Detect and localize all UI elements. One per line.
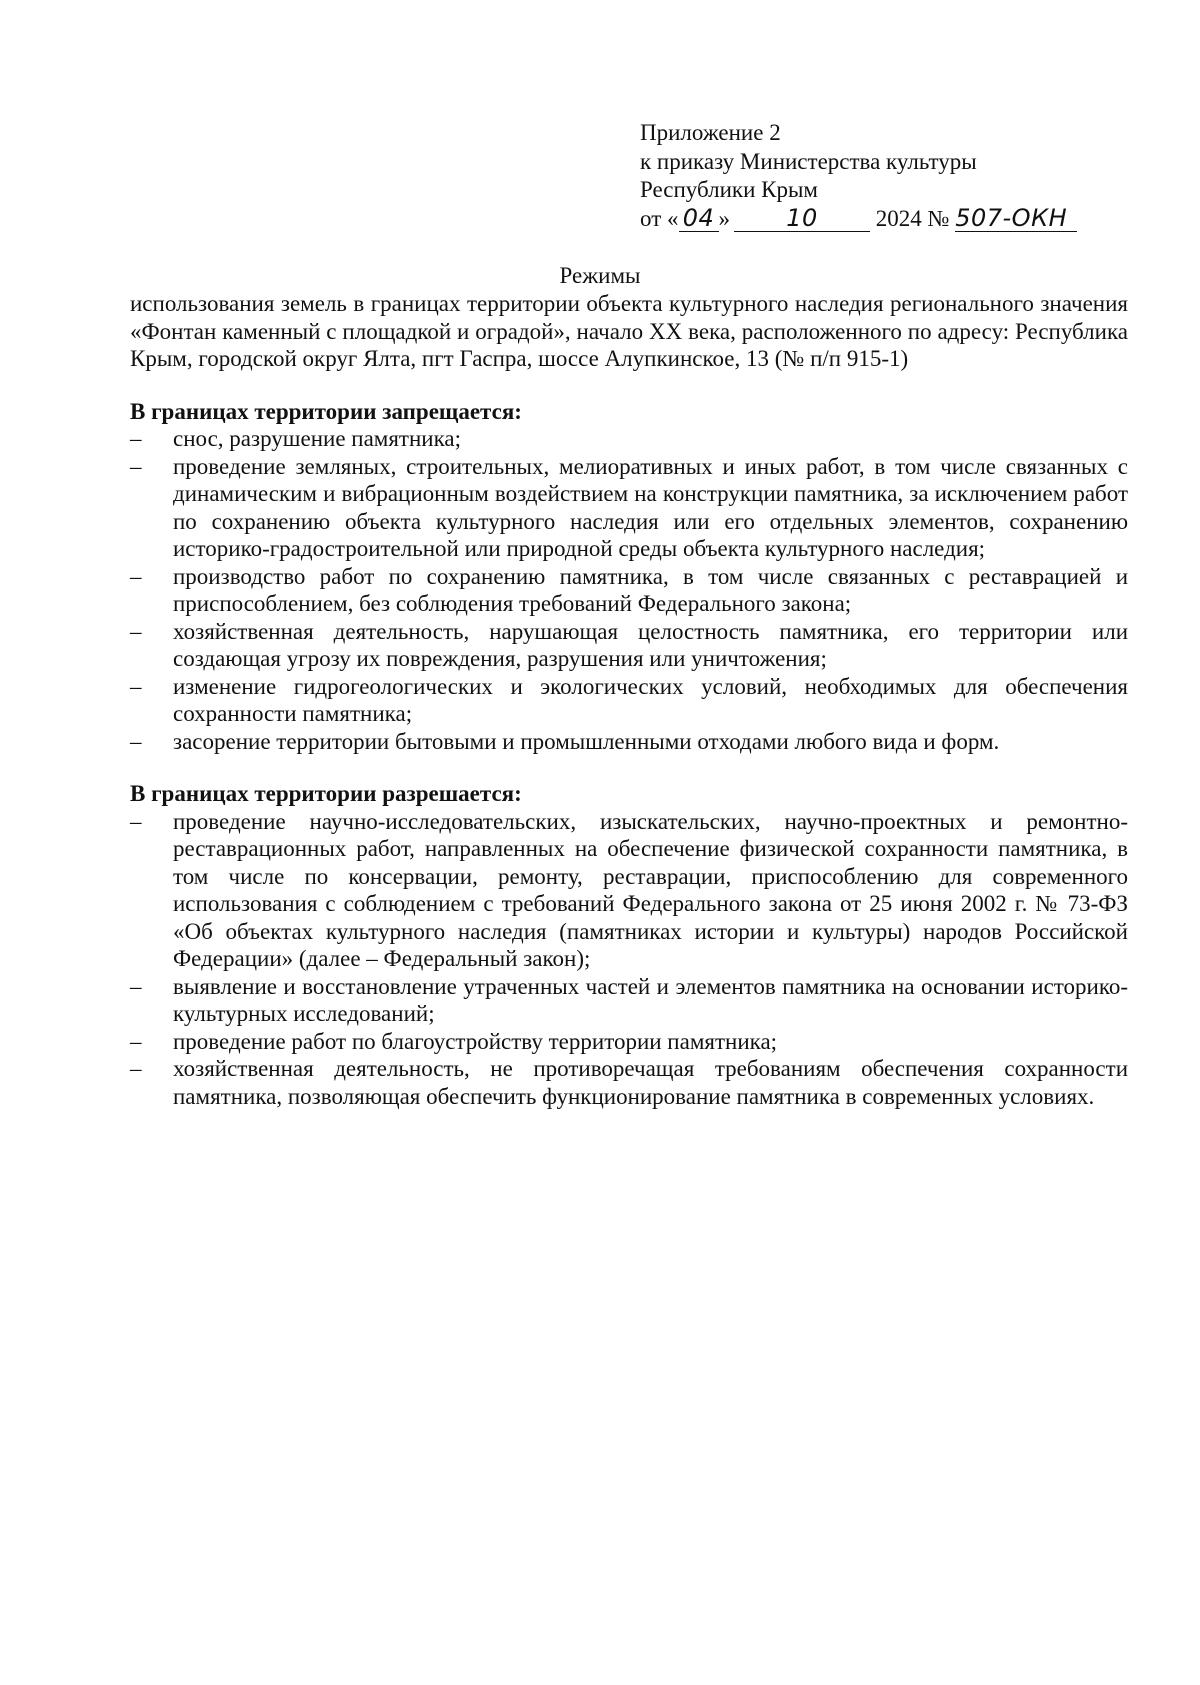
list-item-text: проведение работ по благоустройству территории памятника; bbox=[173, 1028, 778, 1054]
list-item-text: проведение научно-исследовательских, изыскательских, научно-проектных и ремонтно-реставрационных работ, направленных на обеспечение физической сохранности памятника, в том числе по консервации, ремонту, реставрации, приспособлению для современного использования с соблюдением с требований Федерального закона от 25 июня 2002 г. № 73-ФЗ «Об объектах культурного наследия (памятниках истории и культуры) народов Российской Федерации» (далее – Федеральный закон); bbox=[173, 808, 1128, 971]
list-item-text: хозяйственная деятельность, не противоречащая требованиям обеспечения сохранности памятника, позволяющая обеспечить функционирование памятника в современных условиях. bbox=[173, 1056, 1128, 1109]
list-item-text: засорение территории бытовыми и промышленными отходами любого вида и форм. bbox=[173, 728, 1000, 754]
order-number-field bbox=[955, 203, 1077, 232]
bullet-dash: – bbox=[130, 673, 142, 699]
prohibited-list bbox=[130, 425, 1128, 755]
list-item bbox=[130, 728, 1128, 756]
order-number-handwritten: 507-ОКН bbox=[955, 203, 1068, 232]
approval-header bbox=[640, 119, 1100, 235]
list-item bbox=[130, 1055, 1128, 1110]
bullet-dash: – bbox=[130, 728, 142, 754]
list-item bbox=[130, 618, 1128, 673]
bullet-dash: – bbox=[130, 1028, 142, 1054]
list-item bbox=[130, 453, 1128, 563]
document-title: Режимы bbox=[559, 263, 641, 288]
bullet-dash: – bbox=[130, 808, 142, 834]
list-item bbox=[130, 808, 1128, 973]
allowed-heading: В границах территории разрешается: bbox=[130, 781, 522, 806]
date-month-handwritten: 10 bbox=[786, 203, 818, 232]
list-item-text: проведение земляных, строительных, мелиоративных и иных работ, в том числе связанных с динамическим и вибрационным воздействием на конструкции памятника, за исключением работ по сохранению объекта культурного наследия или его отдельных элементов, сохранению историко-градостроительной или природной среды объекта культурного наследия; bbox=[173, 453, 1128, 561]
allowed-section bbox=[130, 780, 1128, 1110]
order-reference: к приказу Министерства культуры bbox=[640, 148, 977, 174]
date-quote-close: » bbox=[718, 205, 730, 231]
document-subject: использования земель в границах территории объекта культурного наследия регионального значения «Фонтан каменный с площадкой и оградой», начало XX века, расположенного по адресу: Республика Крым, городской округ Ялта, пгт Гаспра, шоссе Алупкинское, 13 (№ п/п 915-1) bbox=[130, 291, 1128, 371]
list-item bbox=[130, 425, 1128, 453]
bullet-dash: – bbox=[130, 453, 142, 479]
bullet-dash: – bbox=[130, 973, 142, 999]
list-item-text: выявление и восстановление утраченных частей и элементов памятника на основании историко-культурных исследований; bbox=[173, 973, 1128, 1026]
republic-name: Республики Крым bbox=[640, 177, 818, 202]
bullet-dash: – bbox=[130, 618, 142, 644]
date-day-field bbox=[679, 203, 719, 232]
bullet-dash: – bbox=[130, 426, 142, 451]
prohibited-section bbox=[130, 398, 1128, 756]
order-date-line bbox=[640, 205, 1100, 235]
prohibited-heading: В границах территории запрещается: bbox=[130, 398, 522, 424]
document-body bbox=[130, 290, 1128, 1110]
list-item-text: снос, разрушение памятника; bbox=[173, 426, 462, 451]
list-item-text: производство работ по сохранению памятника, в том числе связанных с реставрацией и приспособлением, без соблюдения требований Федерального закона; bbox=[173, 563, 1128, 616]
list-item bbox=[130, 1028, 1128, 1056]
year-and-number-label: 2024 № bbox=[875, 205, 950, 231]
list-item bbox=[130, 973, 1128, 1028]
list-item bbox=[130, 673, 1128, 728]
appendix-label: Приложение 2 bbox=[640, 120, 781, 145]
list-item-text: хозяйственная деятельность, нарушающая целостность памятника, его территории или создающая угрозу их повреждения, разрушения или уничтожения; bbox=[173, 618, 1128, 671]
allowed-list bbox=[130, 808, 1128, 1111]
bullet-dash: – bbox=[130, 1056, 142, 1081]
list-item-text: изменение гидрогеологических и экологических условий, необходимых для обеспечения сохранности памятника; bbox=[173, 673, 1128, 726]
date-day-handwritten: 04 bbox=[682, 203, 715, 232]
bullet-dash: – bbox=[130, 563, 142, 589]
date-prefix: от « bbox=[640, 205, 679, 231]
date-month-field bbox=[734, 203, 870, 232]
list-item bbox=[130, 563, 1128, 618]
